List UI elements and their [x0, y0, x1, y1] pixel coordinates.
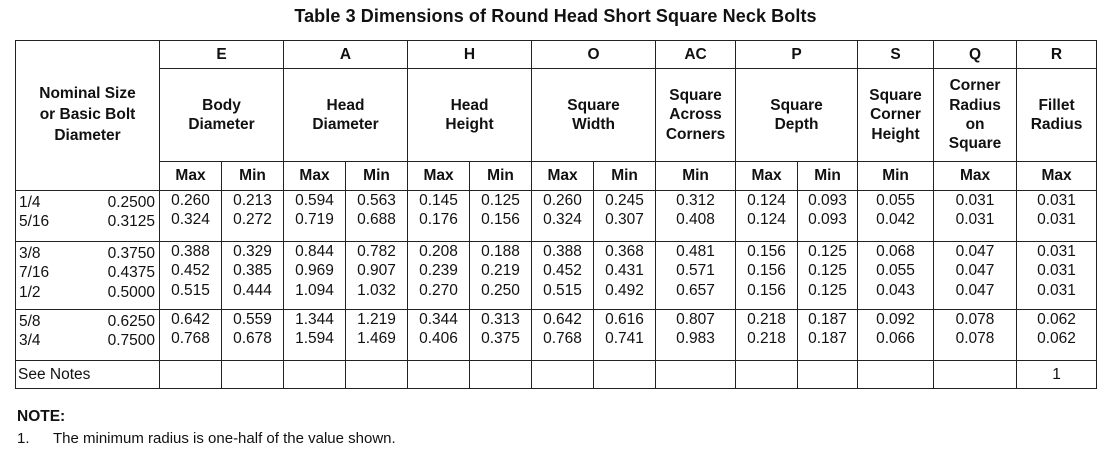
- value-cell: [858, 242, 934, 310]
- value-cell: [736, 310, 798, 361]
- value: 0.125: [808, 281, 847, 299]
- value: 0.406: [419, 330, 458, 348]
- value: 0.031: [955, 211, 995, 229]
- value: 0.062: [1037, 311, 1076, 328]
- value: 0.176: [419, 211, 458, 229]
- value: 0.031: [1037, 281, 1076, 299]
- subheader-h-min: Min: [470, 162, 532, 191]
- value-cell: [222, 191, 284, 242]
- see-notes-cell: [798, 361, 858, 389]
- nominal-size: 1/4: [19, 194, 41, 211]
- value-cell: [858, 191, 934, 242]
- header-text: Body: [202, 96, 241, 114]
- header-text: Corner: [949, 77, 1001, 95]
- value: 0.208: [419, 243, 458, 260]
- value: 0.324: [171, 211, 210, 229]
- value-cell: [532, 242, 594, 310]
- size-cell: [16, 242, 160, 310]
- value: 0.807: [676, 311, 715, 328]
- value-cell: [594, 191, 656, 242]
- see-notes-cell: [470, 361, 532, 389]
- note-text: The minimum radius is one-half of the value shown.: [53, 430, 396, 447]
- value: 0.642: [171, 311, 210, 328]
- value: 1.469: [357, 330, 396, 348]
- header-text: Nominal Size: [39, 85, 136, 103]
- column-desc-r: [1017, 69, 1097, 162]
- column-letter-e: E: [160, 41, 284, 69]
- see-notes-cell: [222, 361, 284, 389]
- value: 0.078: [955, 311, 995, 328]
- value: 0.642: [543, 311, 582, 328]
- value: 0.093: [808, 211, 847, 229]
- value: 0.307: [605, 211, 644, 229]
- value: 0.616: [605, 311, 644, 328]
- see-notes-cell: [532, 361, 594, 389]
- subheader-o-min: Min: [594, 162, 656, 191]
- value: 0.031: [1037, 192, 1076, 209]
- value-cell: [284, 242, 346, 310]
- value-cell: [934, 242, 1017, 310]
- value-cell: [532, 191, 594, 242]
- value-cell: [284, 310, 346, 361]
- value: 0.408: [676, 211, 715, 229]
- value: 0.125: [808, 262, 847, 280]
- basic-diameter: 0.4375: [107, 264, 155, 282]
- value: 0.678: [233, 330, 272, 348]
- column-desc-a: [284, 69, 408, 162]
- column-letter-a: A: [284, 41, 408, 69]
- note-item: [17, 430, 396, 447]
- see-notes-cell: [736, 361, 798, 389]
- see-notes-cell: [594, 361, 656, 389]
- column-letter-s: S: [858, 41, 934, 69]
- value: 0.515: [543, 281, 582, 299]
- header-text: Square: [948, 135, 1002, 153]
- value-cell: [736, 242, 798, 310]
- value: 0.047: [955, 243, 995, 260]
- column-desc-s: [858, 69, 934, 162]
- value-cell: [470, 242, 532, 310]
- value: 0.156: [747, 281, 786, 299]
- see-notes-cell: [934, 361, 1017, 389]
- see-notes-cell: [160, 361, 222, 389]
- see-notes-cell: [346, 361, 408, 389]
- subheader-q-max: Max: [934, 162, 1017, 191]
- value-cell: [408, 191, 470, 242]
- size-cell: [16, 191, 160, 242]
- value: 0.042: [876, 211, 915, 229]
- value-cell: [408, 310, 470, 361]
- value: 0.031: [955, 192, 995, 209]
- value: 0.188: [481, 243, 520, 260]
- value-cell: [346, 191, 408, 242]
- value: 0.313: [481, 311, 520, 328]
- value: 0.031: [1037, 243, 1076, 260]
- value: 0.983: [676, 330, 715, 348]
- value-cell: [346, 242, 408, 310]
- header-text: Diameter: [54, 126, 121, 144]
- value: 0.375: [481, 330, 520, 348]
- value-cell: [656, 310, 736, 361]
- value: 0.218: [747, 330, 786, 348]
- value-cell: [284, 191, 346, 242]
- value: 0.768: [543, 330, 582, 348]
- value: 0.329: [233, 243, 272, 260]
- subheader-p-min: Min: [798, 162, 858, 191]
- value-cell: [594, 242, 656, 310]
- basic-diameter: 0.6250: [107, 313, 155, 330]
- value: 0.388: [171, 243, 210, 260]
- value: 0.969: [295, 262, 334, 280]
- value-cell: [346, 310, 408, 361]
- see-notes-cell: [858, 361, 934, 389]
- value: 0.594: [295, 192, 334, 209]
- column-letter-ac: AC: [656, 41, 736, 69]
- value: 0.571: [676, 262, 715, 280]
- column-desc-e: [160, 69, 284, 162]
- see-notes-cell: [408, 361, 470, 389]
- value: 1.594: [295, 330, 334, 348]
- table-row: [16, 242, 1097, 310]
- basic-diameter: 0.2500: [107, 194, 155, 211]
- value: 0.124: [747, 211, 786, 229]
- value: 0.260: [543, 192, 582, 209]
- value: 0.312: [676, 192, 715, 209]
- value: 0.250: [481, 281, 520, 299]
- column-desc-p: [736, 69, 858, 162]
- value-cell: [594, 310, 656, 361]
- value: 0.213: [233, 192, 272, 209]
- value-cell: [222, 310, 284, 361]
- value: 0.492: [605, 281, 644, 299]
- header-text: Square: [669, 86, 722, 104]
- column-letter-h: H: [408, 41, 532, 69]
- basic-diameter: 0.3125: [107, 213, 155, 231]
- nominal-size: 5/16: [19, 213, 50, 231]
- value: 0.515: [171, 281, 210, 299]
- value: 0.452: [171, 262, 210, 280]
- value: 0.907: [357, 262, 396, 280]
- see-notes-cell: [284, 361, 346, 389]
- basic-diameter: 0.7500: [107, 332, 155, 350]
- header-text: Width: [572, 116, 615, 133]
- header-text: Height: [445, 116, 494, 133]
- value: 0.768: [171, 330, 210, 348]
- value: 0.055: [876, 262, 915, 280]
- value: 0.559: [233, 311, 272, 328]
- value: 0.068: [876, 243, 915, 260]
- basic-diameter: 0.3750: [107, 245, 155, 262]
- see-notes-cell: [656, 361, 736, 389]
- value: 0.125: [808, 243, 847, 260]
- value-cell: [798, 310, 858, 361]
- value: 0.031: [1037, 211, 1076, 229]
- value-cell: [408, 242, 470, 310]
- value: 0.156: [747, 243, 786, 260]
- value: 0.124: [747, 192, 786, 209]
- value-cell: [222, 242, 284, 310]
- value: 0.239: [419, 262, 458, 280]
- note-number: 1.: [17, 430, 30, 447]
- value-cell: [798, 191, 858, 242]
- header-text: Radius: [949, 96, 1001, 114]
- header-text: Square: [869, 86, 922, 104]
- subheader-r-max: Max: [1017, 162, 1097, 191]
- header-text: Fillet: [1038, 96, 1075, 114]
- value: 0.481: [676, 243, 715, 260]
- value: 1.344: [295, 311, 334, 328]
- value-cell: [736, 191, 798, 242]
- value-cell: [470, 191, 532, 242]
- value: 0.156: [481, 211, 520, 229]
- value-cell: [934, 191, 1017, 242]
- value: 0.431: [605, 262, 644, 280]
- value: 0.187: [808, 311, 847, 328]
- column-desc-ac: [656, 69, 736, 162]
- header-text: Corner: [870, 106, 921, 124]
- subheader-h-max: Max: [408, 162, 470, 191]
- value: 0.145: [419, 192, 458, 209]
- value-cell: [1017, 191, 1097, 242]
- column-desc-q: [934, 69, 1017, 162]
- subheader-o-max: Max: [532, 162, 594, 191]
- value: 0.093: [808, 192, 847, 209]
- column-letter-r: R: [1017, 41, 1097, 69]
- value: 0.368: [605, 243, 644, 260]
- value: 0.187: [808, 330, 847, 348]
- subheader-p-max: Max: [736, 162, 798, 191]
- column-desc-o: [532, 69, 656, 162]
- table-row: [16, 310, 1097, 361]
- see-notes-cell: 1: [1017, 361, 1097, 389]
- value-cell: [160, 191, 222, 242]
- value: 0.324: [543, 211, 582, 229]
- value: 0.657: [676, 281, 715, 299]
- subheader-a-min: Min: [346, 162, 408, 191]
- value: 0.043: [876, 281, 915, 299]
- value: 0.563: [357, 192, 396, 209]
- nominal-size: 3/4: [19, 332, 41, 350]
- value: 0.062: [1037, 330, 1076, 348]
- header-text: Square: [770, 96, 823, 114]
- value-cell: [160, 310, 222, 361]
- value: 0.388: [543, 243, 582, 260]
- value: 0.125: [481, 192, 520, 209]
- see-notes-label: See Notes: [16, 361, 160, 389]
- value-cell: [934, 310, 1017, 361]
- table-title: Table 3 Dimensions of Round Head Short Square Neck Bolts: [294, 6, 817, 26]
- value: 0.219: [481, 262, 520, 280]
- header-text: Height: [871, 125, 920, 143]
- header-text: Head: [326, 96, 365, 114]
- header-text: Square: [567, 96, 620, 114]
- column-letter-p: P: [736, 41, 858, 69]
- value-cell: [656, 191, 736, 242]
- header-text: Corners: [665, 125, 726, 143]
- value-cell: [532, 310, 594, 361]
- note-heading: NOTE:: [17, 408, 66, 425]
- header-text: Head: [450, 96, 489, 114]
- value: 0.444: [233, 281, 272, 299]
- value: 0.047: [955, 281, 995, 299]
- subheader-e-max: Max: [160, 162, 222, 191]
- value-cell: [1017, 242, 1097, 310]
- value: 0.047: [955, 262, 995, 280]
- nominal-size: 5/8: [19, 313, 41, 330]
- value: 0.272: [233, 211, 272, 229]
- column-desc-h: [408, 69, 532, 162]
- value: 1.219: [357, 311, 396, 328]
- column-letter-o: O: [532, 41, 656, 69]
- header-text: or Basic Bolt: [39, 106, 136, 124]
- subheader-ac-min: Min: [656, 162, 736, 191]
- subheader-e-min: Min: [222, 162, 284, 191]
- header-text: Depth: [774, 116, 819, 133]
- value: 0.270: [419, 281, 458, 299]
- header-text: Across: [669, 106, 722, 124]
- header-text: Radius: [1030, 116, 1083, 133]
- dimensions-table: [15, 40, 1097, 389]
- value: 0.031: [1037, 262, 1076, 280]
- value: 0.741: [605, 330, 644, 348]
- value: 0.218: [747, 311, 786, 328]
- value: 0.452: [543, 262, 582, 280]
- value: 0.385: [233, 262, 272, 280]
- subheader-a-max: Max: [284, 162, 346, 191]
- value-cell: [798, 242, 858, 310]
- value: 1.094: [295, 281, 334, 299]
- value: 0.260: [171, 192, 210, 209]
- value-cell: [1017, 310, 1097, 361]
- header-text: Diameter: [188, 116, 255, 133]
- value-cell: [858, 310, 934, 361]
- header-text: Diameter: [312, 116, 379, 133]
- value: 0.719: [295, 211, 334, 229]
- value: 0.078: [955, 330, 995, 348]
- size-cell: [16, 310, 160, 361]
- value: 0.066: [876, 330, 915, 348]
- column-letter-q: Q: [934, 41, 1017, 69]
- header-text: on: [965, 116, 985, 133]
- value: 0.344: [419, 311, 458, 328]
- basic-diameter: 0.5000: [107, 283, 155, 301]
- nominal-size: 1/2: [19, 283, 41, 301]
- subheader-s-min: Min: [858, 162, 934, 191]
- value-cell: [656, 242, 736, 310]
- value: 0.844: [295, 243, 334, 260]
- value-cell: [470, 310, 532, 361]
- value: 0.156: [747, 262, 786, 280]
- nominal-size-header: [16, 41, 160, 191]
- table-row: [16, 191, 1097, 242]
- nominal-size: 3/8: [19, 245, 41, 262]
- value: 0.092: [876, 311, 915, 328]
- value: 0.688: [357, 211, 396, 229]
- value: 0.055: [876, 192, 915, 209]
- value: 0.245: [605, 192, 644, 209]
- value-cell: [160, 242, 222, 310]
- value: 1.032: [357, 281, 396, 299]
- value: 0.782: [357, 243, 396, 260]
- nominal-size: 7/16: [19, 264, 50, 282]
